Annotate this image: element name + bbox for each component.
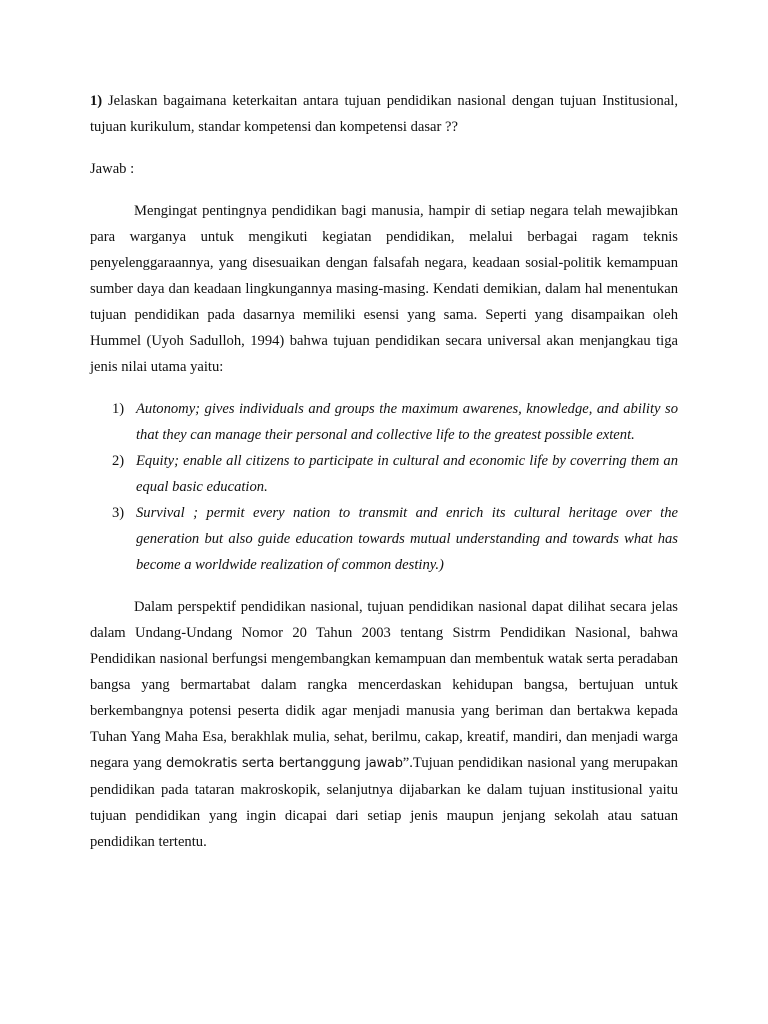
paragraph-national-education [90,594,678,855]
values-list [90,396,678,578]
paragraph-text-quote: demokratis serta bertanggung jawab [166,756,403,771]
list-item-text: Survival ; permit every nation to transmit and enrich its cultural heritage over the generation but also guide education towards mutual understanding and towards what has become a worldwide realization of common destiny.) [136,505,678,573]
document-page [90,88,678,855]
list-item [90,448,678,500]
list-item-text: Autonomy; gives individuals and groups the maximum awarenes, knowledge, and ability so that they can manage their personal and collective life to the greatest possible extent. [136,401,678,443]
list-item [90,500,678,578]
paragraph-text-part1: Dalam perspektif pendidikan nasional, tujuan pendidikan nasional dapat dilihat secara jelas dalam Undang-Undang Nomor 20 Tahun 2003 tentang Sistrm Pendidikan Nasional, bahwa Pendidikan nasional berfungsi mengembangkan kemampuan dan membentuk watak serta peradaban bangsa yang bermartabat dalam rangka mencerdaskan kehidupan bangsa, bertujuan untuk berkembangnya potensi peserta didik agar menjadi manusia yang beriman dan bertakwa kepada Tuhan Yang Maha Esa, berakhlak mulia, sehat, berilmu, cakap, kreatif, mandiri, dan menjadi warga negara yang [90,599,678,771]
list-item-number: 2) [112,453,125,469]
list-item-number: 3) [112,505,125,521]
list-item-number: 1) [112,401,125,417]
question [90,88,678,140]
question-number: 1) [90,93,103,109]
paragraph-text-part3: ”.Tujuan pendidikan nasional yang merupakan pendidikan pada tataran makroskopik, selanjutnya dijabarkan ke dalam tujuan institusional yaitu tujuan pendidikan yang ingin dicapai dari setiap jenis maupun jenjang sekolah atau satuan pendidikan tertentu. [90,755,678,850]
answer-label: Jawab : [90,161,135,177]
paragraph-intro: Mengingat pentingnya pendidikan bagi manusia, hampir di setiap negara telah mewajibkan para warganya untuk mengikuti kegiatan pendidikan, melalui berbagai ragam teknis penyelenggaraannya, yang disesuaikan dengan falsafah negara, keadaan sosial-politik kemampuan sumber daya dan keadaan lingkungannya masing-masing. Kendati demikian, dalam hal menentukan tujuan pendidikan pada dasarnya memiliki esensi yang sama. Seperti yang disampaikan oleh Hummel (Uyoh Sadulloh, 1994) bahwa tujuan pendidikan secara universal akan menjangkau tiga jenis nilai utama yaitu: [90,203,678,375]
question-text: Jelaskan bagaimana keterkaitan antara tujuan pendidikan nasional dengan tujuan Institusional, tujuan kurikulum, standar kompetensi dan kompetensi dasar ?? [90,93,678,135]
list-item-text: Equity; enable all citizens to participate in cultural and economic life by coverring them an equal basic education. [136,453,678,495]
list-item [90,396,678,448]
